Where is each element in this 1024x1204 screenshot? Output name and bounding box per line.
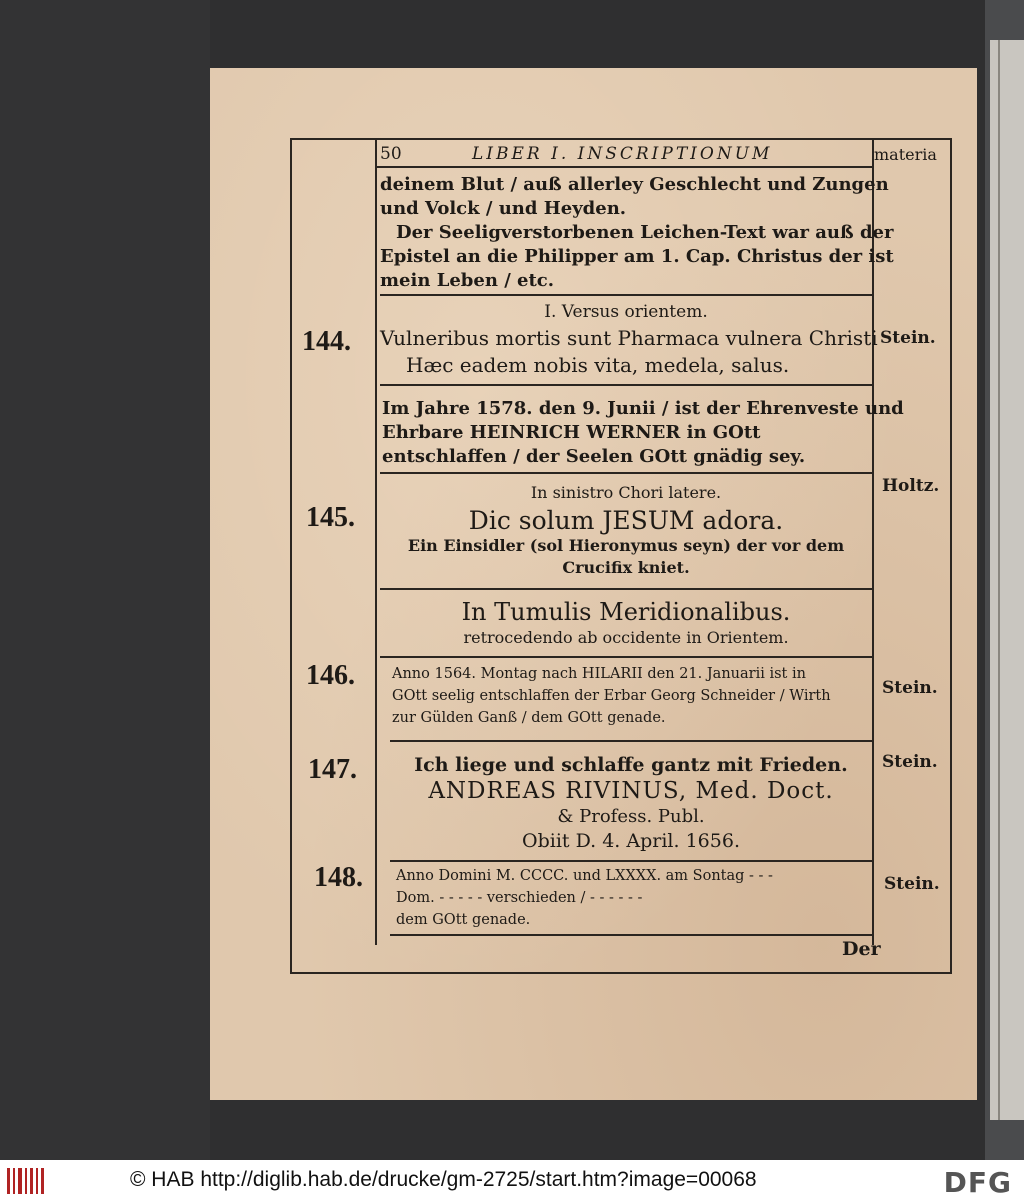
entry-146-line-1: Anno 1564. Montag nach HILARII den 21. Januarii ist in — [392, 666, 806, 682]
entry-number-147: 147. — [308, 754, 357, 785]
entry-148-line-3: dem GOtt genade. — [396, 912, 531, 928]
entry-material-147: Stein. — [882, 752, 938, 772]
section-subheading: retrocedendo ab occidente in Orientem. — [463, 628, 789, 647]
intro-line-3: Der Seeligverstorbenen Leichen-Text war auß der — [396, 222, 894, 243]
entry-number-146: 146. — [306, 660, 355, 691]
rule-6 — [390, 740, 872, 742]
entry-144-line-1: I. Versus orientem. — [544, 302, 708, 322]
rule-1 — [380, 294, 872, 296]
entry-number-148: 148. — [314, 862, 363, 893]
entry-material-145: Holtz. — [882, 476, 940, 496]
rule-2 — [380, 384, 872, 386]
entry-146-line-3: zur Gülden Ganß / dem GOtt genade. — [392, 710, 666, 726]
margin-heading: materia — [874, 145, 937, 164]
entry-number-144: 144. — [302, 326, 351, 357]
entry-147-line-3: & Profess. Publ. — [557, 806, 705, 827]
header-rule — [375, 166, 873, 168]
column-rule-left — [375, 140, 377, 945]
entry-number-145: 145. — [306, 502, 355, 533]
intro-line-5: mein Leben / etc. — [380, 270, 555, 291]
intro-line-4: Epistel an die Philipper am 1. Cap. Christus der ist — [380, 246, 894, 267]
rule-4 — [380, 588, 872, 590]
barcode-icon — [6, 1166, 46, 1196]
rule-7 — [390, 860, 872, 862]
entry-145-line-1: In sinistro Chori latere. — [530, 483, 722, 502]
entry-147-line-2: ANDREAS RIVINUS, Med. Doct. — [428, 778, 834, 804]
entry-148-line-2: Dom. - - - - - verschieden / - - - - - - — [396, 890, 643, 906]
footer-bar — [0, 1160, 1024, 1204]
inscription-1578-line-2: Ehrbare HEINRICH WERNER in GOtt — [382, 422, 761, 443]
entry-147-line-4: Obiit D. 4. April. 1656. — [522, 830, 740, 852]
entry-material-148: Stein. — [884, 874, 940, 894]
entry-material-146: Stein. — [882, 678, 938, 698]
scanned-page — [210, 68, 977, 1100]
page-number: 50 — [380, 144, 402, 164]
entry-145-line-2: Dic solum JESUM adora. — [468, 506, 784, 535]
inscription-1578-line-3: entschlaffen / der Seelen GOtt gnädig sey. — [382, 446, 806, 467]
intro-line-1: deinem Blut / auß allerley Geschlecht und Zungen — [380, 174, 889, 195]
inscription-1578-line-1: Im Jahre 1578. den 9. Junii / ist der Ehrenveste und — [382, 398, 904, 419]
rule-8 — [390, 934, 872, 936]
entry-145-line-4: Crucifix kniet. — [562, 558, 690, 577]
intro-line-2: und Volck / und Heyden. — [380, 198, 627, 219]
catchword: Der — [842, 938, 881, 960]
left-background — [0, 0, 210, 1160]
entry-147-line-1: Ich liege und schlaffe gantz mit Frieden. — [414, 754, 848, 776]
credit-link[interactable]: © HAB http://diglib.hab.de/drucke/gm-2725/start.htm?image=00068 — [130, 1168, 757, 1191]
rule-5 — [380, 656, 872, 658]
adjacent-page-edge — [990, 40, 1024, 1120]
entry-144-line-3: Hæc eadem nobis vita, medela, salus. — [406, 353, 790, 377]
section-heading: In Tumulis Meridionalibus. — [461, 598, 791, 626]
dfg-logo: DFG — [943, 1166, 1012, 1199]
entry-material-144: Stein. — [880, 328, 936, 348]
entry-144-line-2: Vulneribus mortis sunt Pharmaca vulnera Christi — [380, 326, 878, 350]
entry-146-line-2: GOtt seelig entschlaffen der Erbar Georg Schneider / Wirth — [392, 688, 831, 704]
entry-145-line-3: Ein Einsidler (sol Hieronymus seyn) der vor dem — [407, 536, 845, 555]
running-title: LIBER I. INSCRIPTIONUM — [472, 144, 773, 164]
entry-148-line-1: Anno Domini M. CCCC. und LXXXX. am Sontag - - - — [396, 868, 773, 884]
rule-3 — [380, 472, 872, 474]
